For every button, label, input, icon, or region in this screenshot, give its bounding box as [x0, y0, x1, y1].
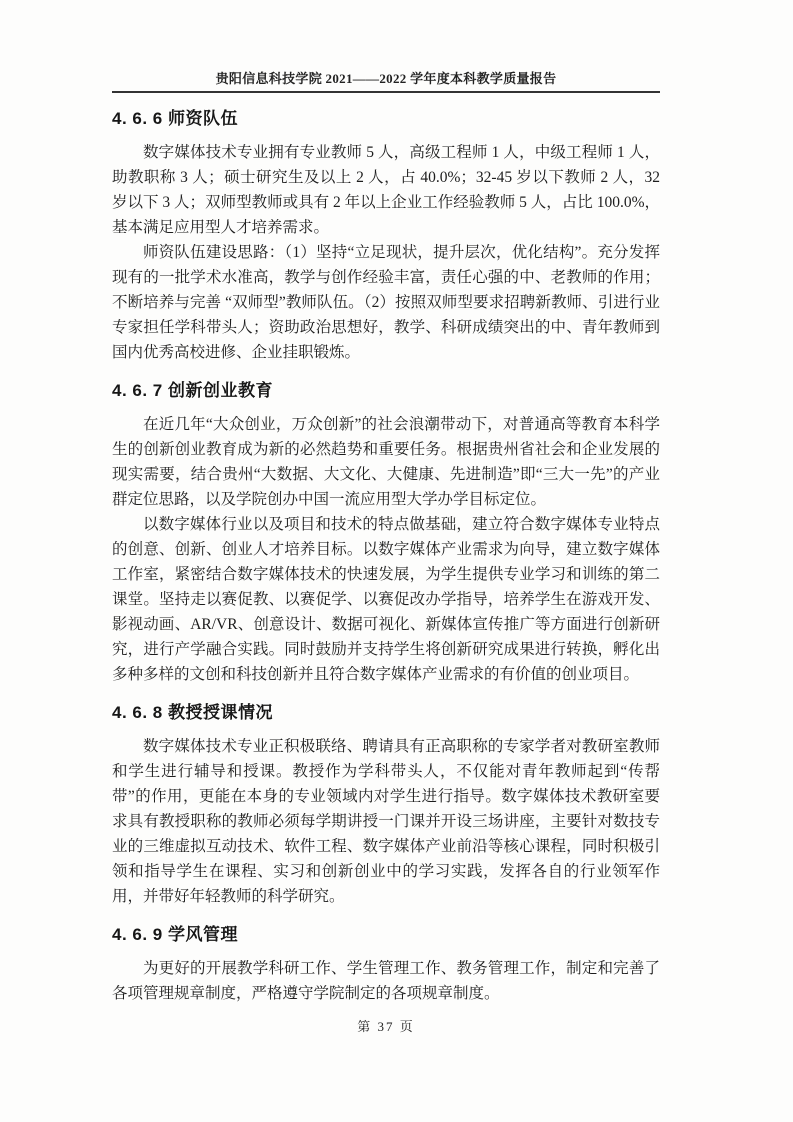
section-teacher-team	[112, 107, 660, 365]
paragraph: 为更好的开展教学科研工作、学生管理工作、教务管理工作，制定和完善了各项管理规章制度，严格遵守学院制定的各项规章制度。	[112, 960, 660, 1002]
section-heading-4-6-7: 4. 6. 7 创新创业教育	[112, 381, 273, 400]
page-number: 第 37 页	[357, 1019, 415, 1034]
paragraph: 师资队伍建设思路：（1）坚持“立足现状，提升层次，优化结构”。充分发挥现有的一批学术水准高，教学与创作经验丰富，责任心强的中、老教师的作用；不断培养与完善 “双师型”教师队伍。（2）按照双师型要求招聘新教师、引进行业专家担任学科带头人；资助政治思想好，教学、科研成绩突出的中、青年教师到国内优秀高校进修、企业挂职锻炼。	[112, 244, 660, 361]
section-heading-4-6-6: 4. 6. 6 师资队伍	[112, 109, 238, 128]
paragraph: 数字媒体技术专业拥有专业教师 5 人，高级工程师 1 人，中级工程师 1 人，助教职称 3 人；硕士研究生及以上 2 人，占 40.0%；32-45 岁以下教师 2 人，32 岁以下 3 人；双师型教师或具有 2 年以上企业工作经验教师 5 人，占比 100.0%，基本满足应用型人才培养需求。	[112, 144, 660, 236]
section-heading-4-6-8: 4. 6. 8 教授授课情况	[112, 703, 273, 722]
paragraph: 以数字媒体行业以及项目和技术的特点做基础，建立符合数字媒体专业特点的创意、创新、创业人才培养目标。以数字媒体产业需求为向导，建立数字媒体工作室，紧密结合数字媒体技术的快速发展，为学生提供专业学习和训练的第二课堂。坚持走以赛促教、以赛促学、以赛促改办学指导，培养学生在游戏开发、影视动画、AR/VR、创意设计、数据可视化、新媒体宣传推广等方面进行创新研究，进行产学融合实践。同时鼓励并支持学生将创新研究成果进行转换，孵化出多种多样的文创和科技创新并且符合数字媒体产业需求的有价值的创业项目。	[112, 516, 660, 683]
paragraph: 数字媒体技术专业正积极联络、聘请具有正高职称的专家学者对教研室教师和学生进行辅导和授课。教授作为学科带头人，不仅能对青年教师起到“传帮带”的作用，更能在本身的专业领域内对学生进行指导。数字媒体技术教研室要求具有教授职称的教师必须每学期讲授一门课并开设三场讲座，主要针对数技专业的三维虚拟互动技术、软件工程、数字媒体产业前沿等核心课程，同时积极引领和指导学生在课程、实习和创新创业中的学习实践，发挥各自的行业领军作用，并带好年轻教师的科学研究。	[112, 738, 660, 905]
section-heading-4-6-9: 4. 6. 9 学风管理	[112, 925, 238, 944]
section-study-style-management	[112, 923, 660, 1006]
page-content	[112, 0, 660, 1006]
paragraph: 在近几年“大众创业，万众创新”的社会浪潮带动下，对普通高等教育本科学生的创新创业教育成为新的必然趋势和重要任务。根据贵州省社会和企业发展的现实需要，结合贵州“大数据、大文化、大健康、先进制造”即“三大一先”的产业群定位思路，以及学院创办中国一流应用型大学办学目标定位。	[112, 416, 660, 508]
running-header	[112, 0, 660, 93]
section-innovation-education	[112, 379, 660, 687]
running-header-title: 贵阳信息科技学院 2021——2022 学年度本科教学质量报告	[215, 71, 557, 86]
section-professor-teaching	[112, 701, 660, 909]
